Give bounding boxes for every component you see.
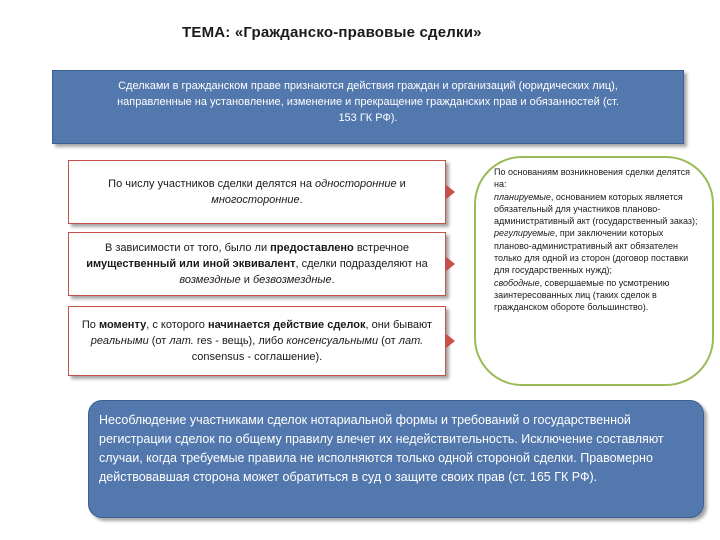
classification-by-moment-card [68, 306, 446, 376]
note-text: Несоблюдение участниками сделок нотариальной формы и требований о государственной регистрации сделок по общему правилу влечет их недействительность. Исключение составляют случаи, когда требуемые правила не исполняются только одной стороной сделки. Правомерно действовавшая сторона может обратиться в суд о защите своих прав (ст. 165 ГК РФ). [99, 413, 664, 484]
card-text [81, 176, 433, 208]
classification-by-participants-card [68, 160, 446, 224]
text-fragment: . [299, 194, 303, 206]
term-lat: лат. [169, 335, 194, 347]
term-provided: предоставлено [270, 242, 354, 254]
grounds-planned [494, 191, 702, 228]
term-unilateral: односторонние [315, 178, 397, 190]
notarial-form-note-box [88, 400, 704, 518]
term-effect-start: начинается действие сделок [207, 319, 366, 331]
text-fragment: и [240, 274, 253, 286]
text-fragment: В зависимости от того, было ли [105, 242, 271, 254]
text-fragment: , совершаемые по усмотрению заинтересованных лиц (таких сделок в гражданском обороте большинство). [494, 277, 670, 313]
text-fragment: res - вещь), либо [193, 335, 287, 347]
text-fragment: и [396, 178, 406, 190]
text-fragment: , они бывают [365, 319, 433, 331]
definition-line-3: 153 ГК РФ). [338, 112, 398, 124]
text-fragment: (от [148, 335, 170, 347]
term-gratuitous: безвозмездные [252, 274, 332, 286]
term-participants: По числу участников [108, 178, 215, 190]
definition-line-1: Сделками в гражданском праве признаются действия граждан и организаций (юридических лиц), [118, 80, 618, 92]
card-text [81, 240, 433, 288]
term-free: свободные [494, 277, 540, 288]
term-consensual: консенсуальными [286, 335, 379, 347]
text-fragment: , основанием которых является обязательный для участников планово- административный акт (государственный заказ); [494, 191, 698, 227]
page-title: ТЕМА: «Гражданско-правовые сделки» [182, 24, 482, 41]
classification-by-consideration-card [68, 232, 446, 296]
grounds-intro: По основаниям возникновения сделки делятся на: [494, 167, 691, 190]
grounds-free [494, 277, 702, 314]
definition-line-2: направленные на установление, изменение и прекращение гражданских прав и обязанностей (ст. [117, 96, 619, 108]
text-fragment: встречное [353, 242, 409, 254]
text-fragment: , с которого [146, 319, 208, 331]
text-fragment: , при заключении которых планово-административный акт обязателен только для одной из сторон (договор поставки для государственных нужд); [494, 228, 689, 276]
term-regulated: регулируемые [494, 228, 555, 239]
term-multilateral: многосторонние [211, 194, 300, 206]
text-fragment: По [81, 319, 99, 331]
classification-by-grounds-oval [474, 156, 714, 386]
term-real: реальными [90, 335, 149, 347]
text-fragment: . [331, 274, 335, 286]
term-planned: планируемые [494, 191, 551, 202]
term-lat: лат. [398, 335, 424, 347]
term-equivalent: имущественный или иной эквивалент [86, 258, 296, 270]
definition-box [52, 70, 684, 144]
term-onerous: возмездные [179, 274, 241, 286]
card-text [81, 317, 433, 365]
text-fragment: сделки делятся на [214, 178, 315, 190]
term-moment: моменту [98, 319, 147, 331]
text-fragment: , сделки подразделяют на [295, 258, 428, 270]
text-fragment: (от [378, 335, 399, 347]
text-fragment: consensus - соглашение). [191, 351, 323, 363]
grounds-regulated [494, 227, 702, 276]
